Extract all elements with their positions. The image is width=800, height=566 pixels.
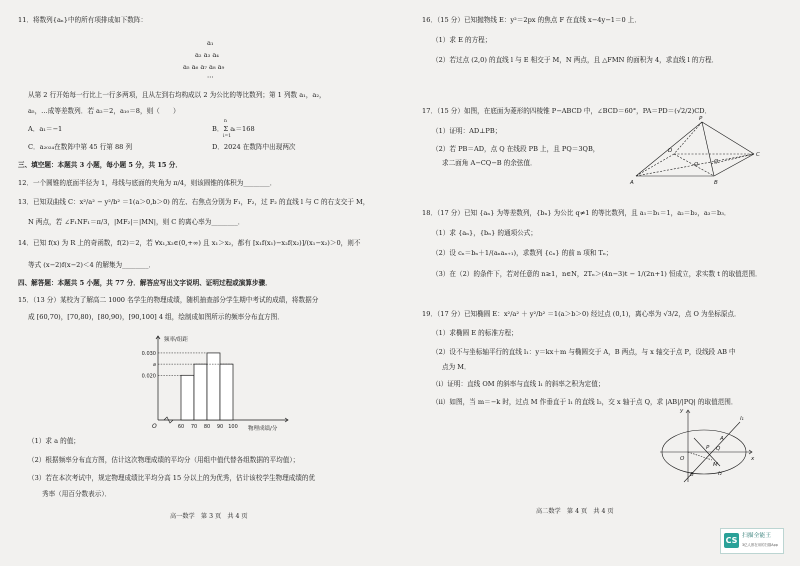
chart-origin: O	[152, 423, 157, 430]
q13-line-1: 13．已知双曲线 C：x²/a² − y²/b² ＝1(a＞0,b＞0) 的左、右焦点分别为 F₁，F₂，过 F₂ 的直线 l 与 C 的右支交于 M，	[18, 198, 370, 206]
q11-option-b: B．Σ aᵢ＝168	[212, 125, 255, 133]
histogram-chart	[140, 332, 300, 438]
q17-sub-2b: 求二面角 A−CQ−B 的余弦值．	[442, 159, 537, 167]
q11-desc-1: 从第 2 行开始每一行比上一行多两项，且从左到右均构成以 2 为公比的等比数列；第 1 列数 a₁，a₂，	[28, 91, 326, 99]
q19-sub-2b: 点为 M．	[442, 363, 471, 371]
q11-option-b-top: n	[224, 119, 227, 124]
q19-sub-2a: （2）设不与坐标轴平行的直线 l₁：y＝kx＋m 与椭圆交于 A，B 两点，与 x 轴交于点 P，设线段 AB 中	[432, 348, 736, 356]
q19-sub-ii: （ii）如图，当 m＝−k 时，过点 M 作垂直于 l₁ 的直线 l₂，交 x 轴于点 Q，求 |AB|/|PQ| 的取值范围．	[432, 398, 738, 406]
q16-sub-2: （2）若过点 (2,0) 的直线 l 与 E 相交于 M，N 两点，且 △FMN 的面积为 4，求直线 l 的方程．	[432, 56, 719, 64]
q11-option-d: D．2024 在数阵中出现两次	[212, 143, 296, 151]
label-y: y	[680, 408, 684, 414]
label-b: B	[690, 472, 694, 478]
q19-stem: 19．（17 分）已知椭圆 E：x²/a² ＋ y²/b² ＝1(a＞b＞0) 经过点 (0,1)，离心率为 √3/2，点 O 为坐标原点．	[422, 310, 741, 318]
triangle-row-3: a₅ a₆ a₇ a₈ a₉	[183, 63, 225, 71]
pyramid-figure	[628, 118, 768, 186]
histogram-bar	[194, 364, 207, 420]
label-a: A	[720, 436, 724, 442]
x-tick-label: 100	[228, 424, 238, 430]
y-tick-label: a	[152, 362, 156, 369]
q18-stem: 18．（17 分）已知 {aₙ} 为等差数列，{bₙ} 为公比 q≠1 的等比数列，且 a₁＝b₁＝1，a₂＝b₂，a₃＝b₃．	[422, 209, 731, 217]
q12-text: 12．一个圆锥的底面半径为 1，母线与底面的夹角为 π/4，则该圆锥的体积为________．	[18, 179, 277, 187]
q11-desc-2: a₅，…成等差数列．若 a₂＝2，a₁₀＝8，则（ ）	[28, 107, 180, 115]
triangle-row-4: ⋯	[207, 73, 214, 81]
label-o: O	[680, 456, 685, 462]
label-q: Q	[714, 159, 719, 165]
label-d: D	[668, 148, 673, 154]
q14-line-2: 等式 (x−2)f(x−2)＜4 的解集为________．	[28, 261, 156, 269]
q15-line-1: 15．（13 分）某校为了解高二 1000 名学生的物理成绩，随机抽查部分学生期中考试的成绩，将数据分	[18, 296, 319, 304]
scanner-logo-icon: CS	[724, 533, 739, 548]
label-p: P	[706, 445, 710, 451]
label-b: B	[714, 180, 718, 186]
histogram-bar	[220, 364, 233, 420]
q18-sub-2: （2）设 cₙ＝bₙ＋1/(aₙaₙ₊₁)，求数列 {cₙ} 的前 n 项和 Tₙ；	[432, 249, 613, 257]
section-4-heading: 四、解答题：本题共 5 小题，共 77 分．解答应写出文字说明、证明过程或演算步骤．	[18, 279, 272, 287]
scanner-stamp-sub: 3亿人都在用的扫描App	[742, 543, 778, 547]
q13-line-2: N 两点，若 ∠F₁NF₁＝π/3，|MF₂|＝|MN|，则 C 的离心率为________．	[28, 218, 245, 226]
q11-option-a: A．a₁＝−1	[28, 125, 63, 133]
label-l2: l₂	[718, 471, 722, 477]
label-m: M	[713, 462, 718, 468]
q16-stem: 16．（15 分）已知抛物线 E：y²＝2px 的焦点 F 在直线 x−4y−1＝0 上．	[422, 16, 641, 24]
right-footer: 高二数学 第 4 页 共 4 页	[536, 508, 614, 515]
label-l1: l₁	[740, 416, 744, 422]
q19-sub-i: （i）证明：直线 OM 的斜率与直线 l₁ 的斜率之积为定值；	[432, 380, 605, 388]
x-tick-label: 80	[203, 424, 211, 430]
q16-sub-1: （1）求 E 的方程；	[432, 36, 492, 44]
q19-sub-1: （1）求椭圆 E 的标准方程；	[432, 329, 518, 337]
q14-line-1: 14．已知 f(x) 为 R 上的奇函数，f(2)＝2，若 ∀x₁,x₂∈(0,+∞) 且 x₁＞x₂，都有 [x₁f(x₁)−x₂f(x₂)]/(x₁−x₂)＞0，则不	[18, 239, 361, 247]
x-tick-label: 70	[190, 424, 198, 430]
q11-option-b-limit: i=1	[223, 134, 232, 139]
q18-sub-3: （3）在（2）的条件下，若对任意的 n≥1，n∈N，2Tₙ＞(4n−3)t − 1/(2n+1) 恒成立，求实数 t 的取值范围．	[432, 270, 762, 278]
y-tick-label: 0.020	[141, 373, 156, 380]
triangle-row-2: a₂ a₃ a₄	[195, 51, 219, 59]
label-p: P	[699, 116, 703, 122]
q15-sub-3a: （3）若在本次考试中，规定物理成绩比平均分高 15 分以上的为优秀，估计该校学生物理成绩的优	[28, 474, 316, 482]
q17-stem: 17．（15 分）如图，在底面为菱形的四棱锥 P−ABCD 中，∠BCD＝60°，PA＝PD＝(√2/2)CD．	[422, 107, 712, 115]
histogram-bar	[181, 375, 194, 420]
ellipse-figure	[658, 404, 758, 484]
scanner-stamp	[720, 528, 784, 554]
q15-line-2: 成 [60,70)，[70,80)，[80,90)，[90,100] 4 组，绘制成如图所示的频率分布直方图．	[28, 313, 284, 321]
label-x: x	[751, 456, 755, 462]
section-3-heading: 三、填空题：本题共 3 小题，每小题 5 分，共 15 分．	[18, 161, 182, 169]
q17-sub-2: （2）若 PB＝AD，点 Q 在线段 PB 上，且 PQ＝3QB，	[432, 145, 600, 153]
label-o: O	[694, 162, 699, 168]
chart-ylabel: 频率/组距	[164, 337, 188, 343]
chart-xlabel: 物理成绩/分	[248, 426, 278, 432]
label-a: A	[630, 180, 634, 186]
histogram-bar	[207, 353, 220, 420]
scanner-stamp-text: 扫描全能王	[742, 533, 771, 539]
x-tick-label: 90	[216, 424, 224, 430]
label-c: C	[756, 152, 760, 158]
q15-sub-2: （2）根据频率分布直方图，估计这次物理成绩的平均分（用组中值代替各组数据的平均值）；	[28, 456, 300, 464]
q15-sub-1: （1）求 a 的值；	[28, 437, 80, 445]
triangle-row-1: a₁	[207, 39, 214, 47]
y-tick-label: 0.030	[141, 350, 156, 357]
q15-sub-3b: 秀率（用百分数表示）．	[42, 490, 112, 498]
x-tick-label: 60	[177, 424, 185, 430]
q17-sub-1: （1）证明：AD⊥PB；	[432, 127, 502, 135]
q11-option-c: C．a₂₀₂₄在数阵中第 45 行第 88 列	[28, 143, 133, 151]
left-footer: 高一数学 第 3 页 共 4 页	[170, 513, 248, 520]
right-page	[400, 0, 800, 566]
label-q: Q	[716, 446, 721, 452]
q18-sub-1: （1）求 {aₙ}，{bₙ} 的通项公式；	[432, 229, 537, 237]
q11-stem: 11．将数列{aₙ}中的所有项排成如下数阵：	[18, 16, 148, 24]
